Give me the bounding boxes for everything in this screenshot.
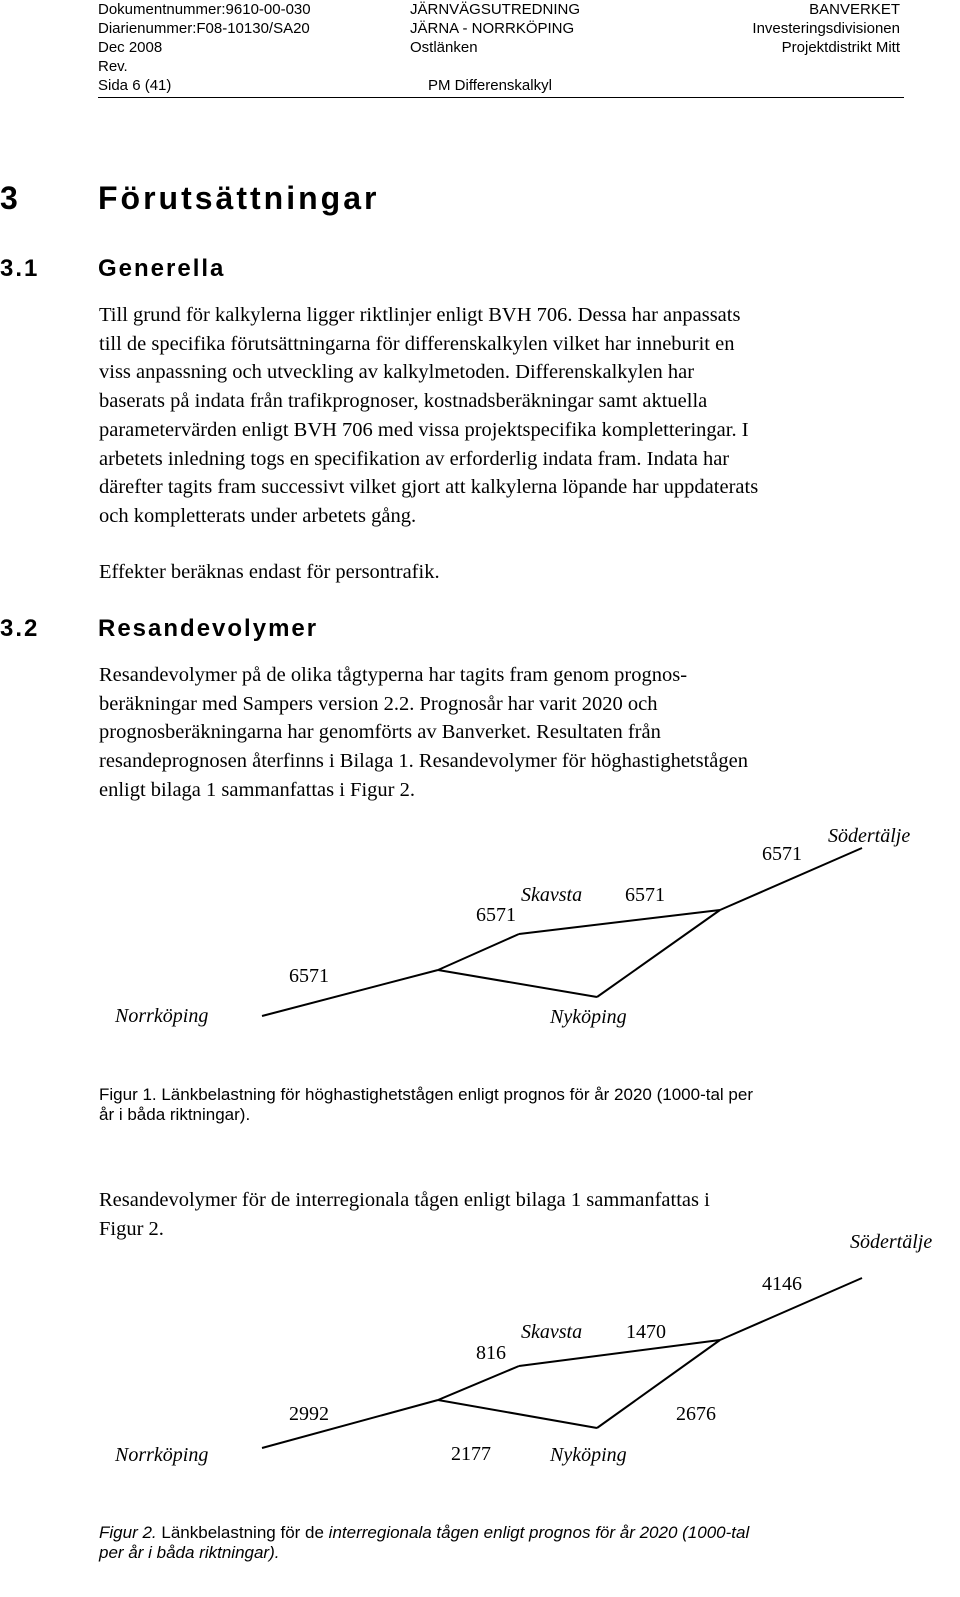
volume-label-junction-skavsta: 6571: [476, 904, 516, 926]
link-junction-nykoping: [438, 970, 597, 997]
report-type: JÄRNVÄGSUTREDNING: [410, 1, 581, 18]
caption-line: [99, 1523, 909, 1543]
paragraph-line: därefter tagits fram successivt vilket gjort att kalkylerna löpande har uppdaterats: [99, 476, 759, 499]
document-number: Dokumentnummer:9610-00-030: [98, 1, 311, 18]
section1-note: Effekter beräknas endast för persontrafik.: [99, 561, 440, 583]
organization: BANVERKET: [809, 1, 900, 18]
paragraph-line: resandeprognosen återfinns i Bilaga 1. Resandevolymer för höghastighetstågen: [99, 750, 748, 773]
volume-label-skavsta-east: 1470: [626, 1321, 666, 1343]
link-junction-skavsta: [438, 1366, 519, 1400]
paragraph-line: prognosberäkningarna har genomförts av Banverket. Resultaten från: [99, 721, 661, 744]
link-junction-skavsta: [438, 934, 519, 970]
paragraph-line: Till grund för kalkylerna ligger riktlinjer enligt BVH 706. Dessa har anpassats: [99, 304, 741, 326]
place-label-nykoping: Nyköping: [550, 1444, 627, 1466]
place-label-sodertalje: Södertälje: [828, 825, 911, 847]
volume-label-east-sodertalje: 4146: [762, 1273, 802, 1295]
place-label-skavsta: Skavsta: [521, 884, 583, 906]
paragraph-line: Figur 2.: [99, 1217, 164, 1240]
chapter-title: Förutsättningar: [98, 180, 380, 216]
place-label-sodertalje: Södertälje: [850, 1231, 933, 1253]
figure2-caption: [99, 1523, 909, 1563]
caption-line: Figur 1. Länkbelastning för höghastighetstågen enligt prognos för år 2020 (1000-tal per: [99, 1085, 753, 1104]
caption-part: för de: [275, 1523, 329, 1542]
document-date: Dec 2008: [98, 39, 163, 56]
caption-line: per år i båda riktningar).: [99, 1543, 280, 1562]
volume-label-east-sodertalje: 6571: [762, 843, 802, 865]
figure1-network-diagram: [0, 810, 960, 1070]
chapter-heading: [0, 180, 379, 217]
section1-paragraph: [99, 301, 899, 531]
revision: Rev.: [98, 58, 128, 75]
volume-label-nykoping-east: 2676: [676, 1403, 716, 1425]
section-heading-generella: [0, 255, 225, 283]
volume-label-skavsta-east: 6571: [625, 884, 665, 906]
caption-part: interregionala tågen enligt prognos för år 2020 (1000-tal: [328, 1523, 750, 1542]
place-label-norrkoping: Norrköping: [115, 1444, 209, 1466]
caption-line: år i båda riktningar).: [99, 1105, 251, 1124]
header-divider: [98, 97, 904, 98]
volume-label-junction-nykoping: 2177: [451, 1443, 491, 1465]
section-number: 3.1: [0, 255, 40, 282]
section-title: Generella: [98, 255, 226, 282]
figure2-network-diagram: [0, 1222, 960, 1492]
paragraph-line: arbetets inledning togs en specifikation av erforderlig indata fram. Indata har: [99, 447, 730, 470]
document-title: PM Differenskalkyl: [428, 77, 552, 94]
link-junction-nykoping: [438, 1400, 597, 1428]
paragraph-line: baserats på indata från trafikprognoser, kostnadsberäkningar samt aktuella: [99, 390, 708, 413]
paragraph-line: enligt bilaga 1 sammanfattas i Figur 2.: [99, 778, 415, 801]
diary-number: Diarienummer:F08-10130/SA20: [98, 20, 310, 37]
paragraph-line: beräkningar med Sampers version 2.2. Prognosår har varit 2020 och: [99, 692, 658, 715]
route-name: JÄRNA - NORRKÖPING: [410, 20, 575, 37]
paragraph-line: viss anpassning och utveckling av kalkylmetoden. Differenskalkylen har: [99, 361, 695, 384]
place-label-norrkoping: Norrköping: [115, 1005, 209, 1027]
project-name: Ostlänken: [410, 39, 478, 56]
paragraph-line: Resandevolymer för de interregionala tågen enligt bilaga 1 sammanfattas i: [99, 1189, 710, 1211]
district: Projektdistrikt Mitt: [781, 39, 900, 56]
paragraph-line: och kompletterats under arbetets gång.: [99, 504, 417, 527]
section2-paragraph: [99, 661, 899, 805]
section-number: 3.2: [0, 615, 40, 642]
chapter-number: 3: [0, 180, 21, 216]
figure1-caption: [99, 1085, 909, 1125]
page-number: Sida 6 (41): [98, 77, 172, 94]
volume-label-norrkoping-junction: 2992: [289, 1403, 329, 1425]
place-label-skavsta: Skavsta: [521, 1321, 583, 1343]
volume-label-junction-skavsta: 816: [476, 1342, 506, 1364]
caption-part: Länkbelastning: [161, 1523, 276, 1542]
place-label-nykoping: Nyköping: [550, 1006, 627, 1028]
section-title: Resandevolymer: [98, 615, 319, 642]
paragraph-line: parametervärden enligt BVH 706 med vissa projektspecifika kompletteringar. I: [99, 418, 749, 441]
paragraph-line: Resandevolymer på de olika tågtyperna har tagits fram genom prognos-: [99, 664, 688, 686]
paragraph-line: till de specifika förutsättningarna för differenskalkylen vilket har inneburit en: [99, 332, 735, 355]
division: Investeringsdivisionen: [752, 20, 900, 37]
volume-label-norrkoping-junction: 6571: [289, 965, 329, 987]
section-heading-resandevolymer: [0, 615, 318, 643]
caption-prefix: Figur 2.: [99, 1523, 157, 1542]
